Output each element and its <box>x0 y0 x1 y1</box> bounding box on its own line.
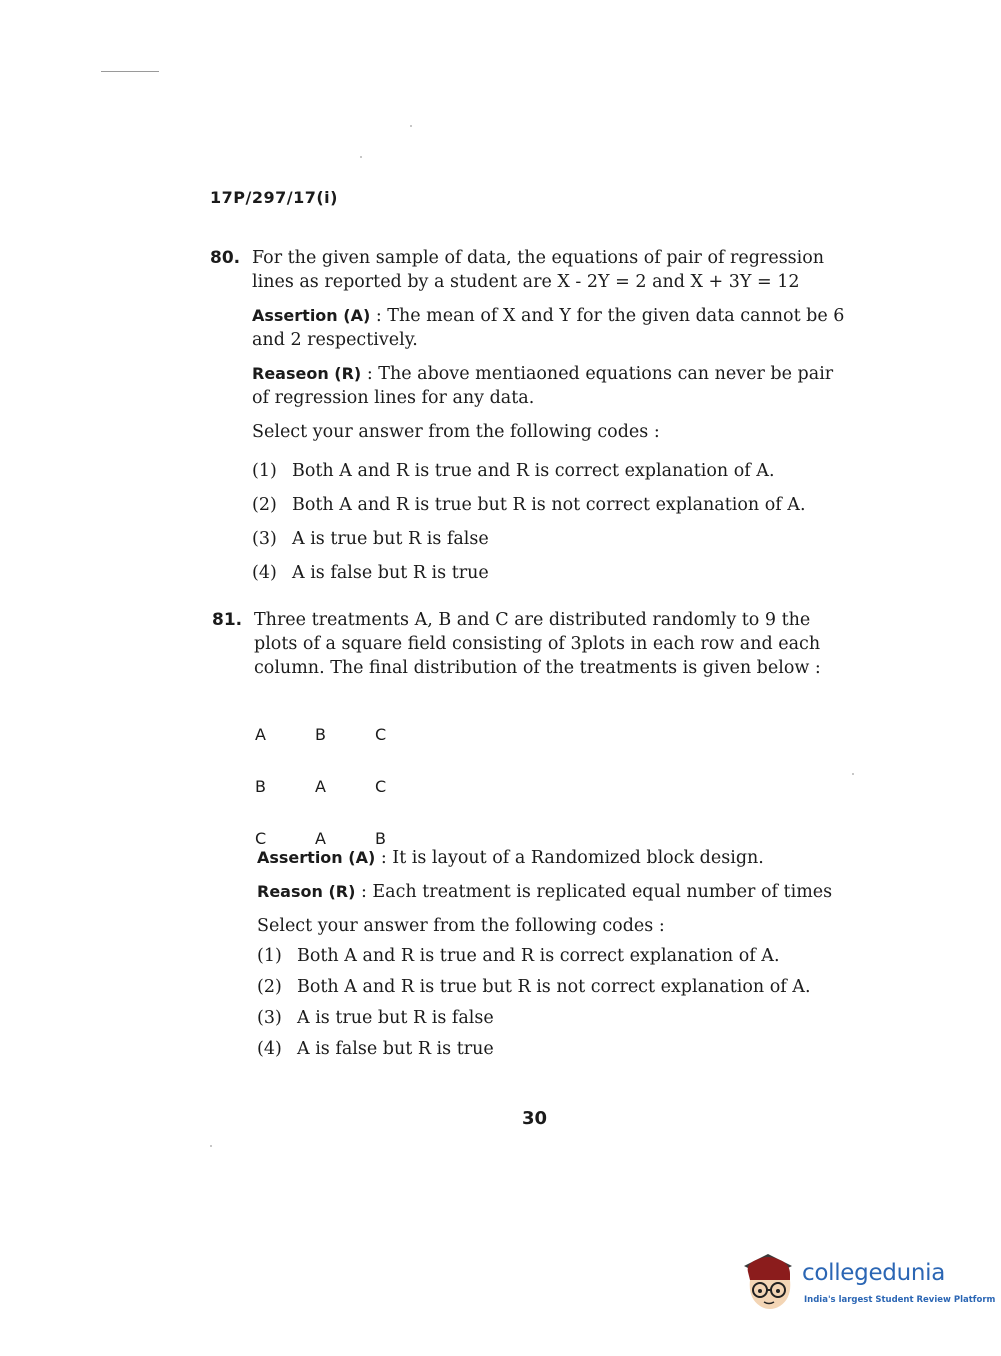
page-number: 30 <box>522 1108 548 1129</box>
scan-speck <box>210 1145 212 1147</box>
layout-cell: C <box>255 828 267 848</box>
scan-speck <box>360 156 362 158</box>
reason <box>210 362 845 410</box>
option-text: Both A and R is true but R is not correct explanation of A. <box>297 976 811 997</box>
mascot-icon <box>742 1250 798 1314</box>
question-81-body <box>215 846 850 1064</box>
option-list <box>210 454 845 590</box>
option-text: A is false but R is true <box>292 563 489 583</box>
option-item[interactable] <box>257 940 850 971</box>
question-number: 81. <box>212 610 243 630</box>
option-number: (4) <box>252 563 277 583</box>
brand-tagline: India's largest Student Review Platform <box>804 1295 996 1305</box>
option-text: A is false but R is true <box>297 1038 494 1059</box>
option-item[interactable] <box>252 454 845 488</box>
option-text: A is true but R is false <box>297 1007 494 1028</box>
layout-cell: A <box>315 828 326 848</box>
reason <box>215 880 850 904</box>
collegedunia-logo[interactable] <box>742 1250 996 1320</box>
layout-row <box>255 708 435 760</box>
option-item[interactable] <box>252 488 845 522</box>
answer-instruction: Select your answer from the following codes : <box>257 916 665 936</box>
layout-row <box>255 760 435 812</box>
layout-cell: B <box>255 776 266 796</box>
option-number: (3) <box>252 529 277 549</box>
paper-code: 17P/297/17(i) <box>210 188 338 207</box>
option-text: Both A and R is true and R is correct explanation of A. <box>297 945 780 966</box>
option-number: (4) <box>257 1038 282 1059</box>
option-item[interactable] <box>252 522 845 556</box>
top-rule <box>101 71 159 72</box>
assertion-label: Assertion (A) <box>257 848 376 867</box>
assertion <box>210 304 845 352</box>
question-80 <box>210 246 845 590</box>
option-number: (3) <box>257 1007 282 1028</box>
question-number: 80. <box>210 248 241 268</box>
option-text: Both A and R is true and R is correct explanation of A. <box>292 461 775 481</box>
question-stem: Three treatments A, B and C are distributed randomly to 9 the plots of a square field consisting of 3plots in each row and each column. The final distribution of the treatments is given below : <box>254 610 821 678</box>
option-number: (1) <box>252 461 277 481</box>
option-item[interactable] <box>257 971 850 1002</box>
assertion <box>215 846 850 870</box>
option-number: (1) <box>257 945 282 966</box>
option-number: (2) <box>252 495 277 515</box>
option-item[interactable] <box>257 1033 850 1064</box>
treatment-layout <box>255 708 435 864</box>
option-item[interactable] <box>252 556 845 590</box>
reason-text: : Each treatment is replicated equal number of times <box>355 882 833 902</box>
layout-cell: C <box>375 724 387 744</box>
option-item[interactable] <box>257 1002 850 1033</box>
brand-name: collegedunia <box>802 1260 946 1286</box>
layout-cell: B <box>375 828 386 848</box>
assertion-text: : It is layout of a Randomized block design. <box>375 848 764 868</box>
assertion-label: Assertion (A) <box>252 306 371 325</box>
option-text: A is true but R is false <box>292 529 489 549</box>
assertion-text: : The mean of X and Y for the given data cannot be 6 and 2 respectively. <box>252 306 845 350</box>
option-text: Both A and R is true but R is not correct explanation of A. <box>292 495 806 515</box>
reason-text: : The above mentiaoned equations can never be pair of regression lines for any data. <box>252 364 834 408</box>
layout-cell: A <box>315 776 326 796</box>
scan-speck <box>410 125 412 127</box>
question-stem: For the given sample of data, the equations of pair of regression lines as reported by a student are X - 2Y = 2 and X + 3Y = 12 <box>252 248 825 292</box>
scan-speck <box>852 773 854 775</box>
layout-cell: C <box>375 776 387 796</box>
option-list <box>215 940 850 1064</box>
option-number: (2) <box>257 976 282 997</box>
answer-instruction: Select your answer from the following codes : <box>252 422 660 442</box>
layout-cell: B <box>315 724 326 744</box>
layout-cell: A <box>255 724 266 744</box>
reason-label: Reason (R) <box>257 882 356 901</box>
question-81 <box>212 608 847 680</box>
reason-label: Reaseon (R) <box>252 364 362 383</box>
